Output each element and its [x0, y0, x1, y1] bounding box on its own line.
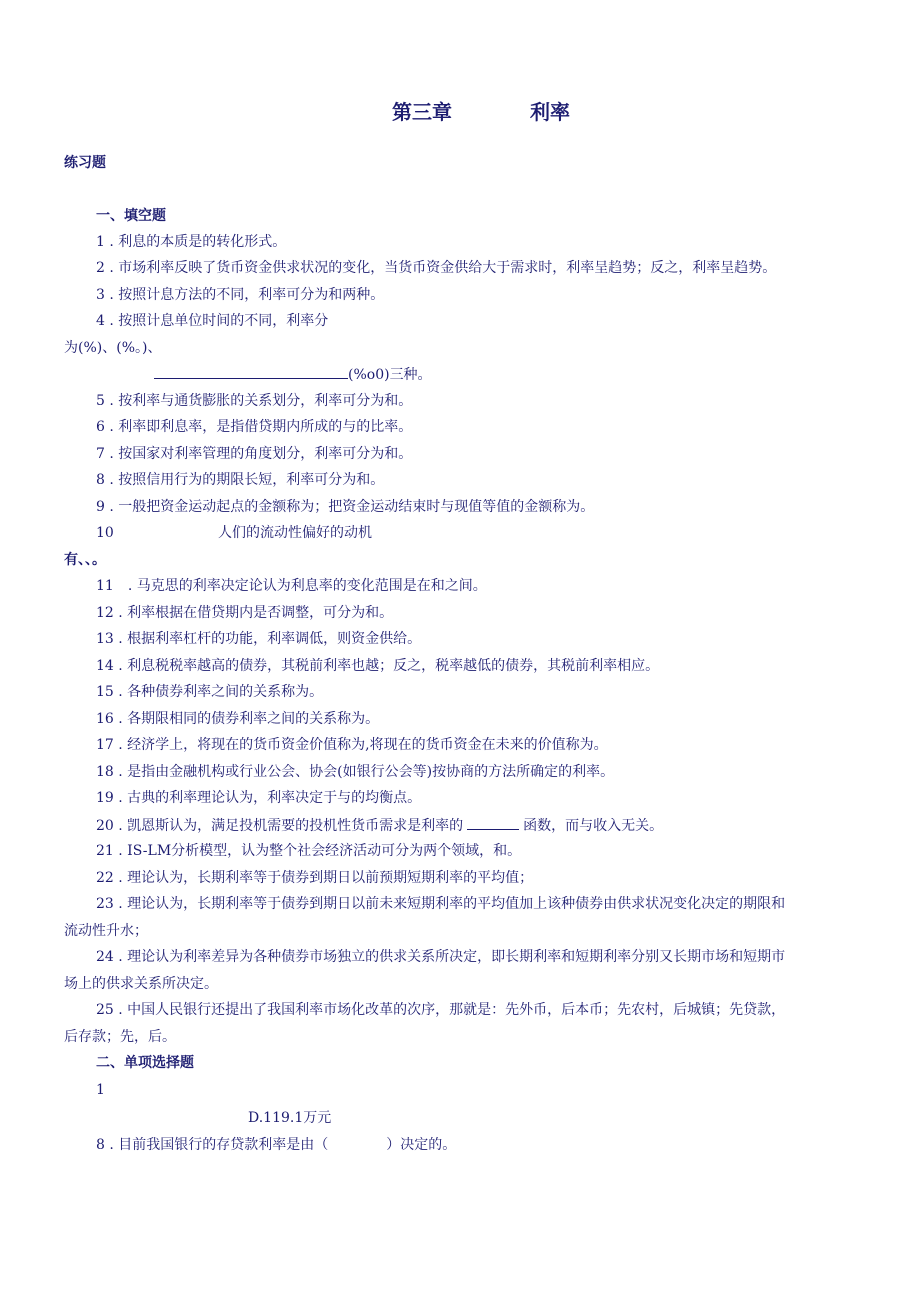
answer-blank: [467, 815, 519, 830]
exercises-heading: 练习题: [64, 155, 106, 171]
question-4-last-line: [154, 364, 432, 385]
question-23: 23 . 理论认为，长期利率等于债券到期日以前未来短期利率的平均值加上该种债券由供求状况变化决定的期限和: [96, 896, 786, 912]
question-24: 24 . 理论认为利率差异为各种债券市场独立的供求关系所决定，即长期利率和短期利率分别又长期市场和短期市: [96, 949, 786, 965]
section-single-choice-heading: 二、单项选择题: [96, 1055, 194, 1071]
question-21: 21 . IS-LM分析模型，认为整个社会经济活动可分为两个领域，和。: [96, 843, 522, 859]
question-6: 6 . 利率即利息率，是指借贷期内所成的与的比率。: [96, 419, 413, 435]
chapter-title: [0, 96, 920, 126]
question-24-continued: 场上的供求关系所决定。: [64, 976, 218, 992]
question-25-continued: 后存款；先，后。: [64, 1029, 176, 1045]
question-7: 7 . 按国家对利率管理的角度划分，利率可分为和。: [96, 446, 413, 462]
question-13: 13 . 根据利率杠杆的功能，利率调低，则资金供给。: [96, 631, 422, 647]
question-14: 14 . 利息税税率越高的债券，其税前利率也越；反之，税率越低的债券，其税前利率相应。: [96, 658, 660, 674]
choice-question-8: [96, 1135, 456, 1155]
choice-question-1-number: 1: [96, 1082, 105, 1098]
question-11: 11 . 马克思的利率决定论认为利息率的变化范围是在和之间。: [96, 578, 487, 594]
question-20-tail: 函数，而与收入无关。: [523, 818, 664, 834]
choice-question-8-tail: ）决定的。: [386, 1137, 457, 1153]
answer-blank: [154, 364, 348, 379]
chapter-title-name: 利率: [530, 100, 570, 124]
question-9: 9 . 一般把资金运动起点的金额称为；把资金运动结束时与现值等值的金额称为。: [96, 499, 595, 515]
question-17: 17 . 经济学上，将现在的货币资金价值称为,将现在的货币资金在未来的价值称为。: [96, 737, 608, 753]
question-10-continued: 有、、。: [64, 552, 106, 568]
question-8: 8 . 按照信用行为的期限长短，利率可分为和。: [96, 472, 385, 488]
section-fill-blank-heading: 一、填空题: [96, 208, 166, 224]
question-10: 人们的流动性偏好的动机: [218, 525, 372, 541]
choice-question-8-text: 8 . 目前我国银行的存贷款利率是由（: [96, 1137, 329, 1153]
question-20-text: 20 . 凯恩斯认为，满足投机需要的投机性货币需求是利率的: [96, 818, 464, 834]
chapter-title-number: 第三章: [392, 100, 452, 124]
question-5: 5 . 按利率与通货膨胀的关系划分，利率可分为和。: [96, 393, 413, 409]
question-19: 19 . 古典的利率理论认为，利率决定于与的均衡点。: [96, 790, 422, 806]
question-3: 3 . 按照计息方法的不同，利率可分为和两种。: [96, 287, 385, 303]
question-20: [96, 815, 663, 836]
question-4-tail: (%o0)三种。: [348, 367, 432, 383]
choice-option-d: D.119.1万元: [248, 1110, 332, 1126]
question-25: 25 . 中国人民银行还提出了我国利率市场化改革的次序，那就是：先外币，后本币；先农村，后城镇；先贷款，: [96, 1002, 786, 1018]
question-22: 22 . 理论认为，长期利率等于债券到期日以前预期短期利率的平均值；: [96, 870, 534, 886]
question-12: 12 . 利率根据在借贷期内是否调整，可分为和。: [96, 605, 394, 621]
question-18: 18 . 是指由金融机构或行业公会、协会(如银行公会等)按协商的方法所确定的利率。: [96, 764, 615, 780]
question-23-continued: 流动性升水；: [64, 923, 148, 939]
question-15: 15 . 各种债券利率之间的关系称为。: [96, 684, 324, 700]
question-4-continued: 为(%)、(%。)、: [64, 340, 162, 356]
question-2: 2 . 市场利率反映了货币资金供求状况的变化，当货币资金供给大于需求时，利率呈趋势；反之，利率呈趋势。: [96, 260, 777, 276]
question-16: 16 . 各期限相同的债券利率之间的关系称为。: [96, 711, 380, 727]
question-1: 1 . 利息的本质是的转化形式。: [96, 234, 287, 250]
question-10-number: 10: [96, 525, 114, 541]
question-4: 4 . 按照计息单位时间的不同，利率分: [96, 313, 329, 329]
